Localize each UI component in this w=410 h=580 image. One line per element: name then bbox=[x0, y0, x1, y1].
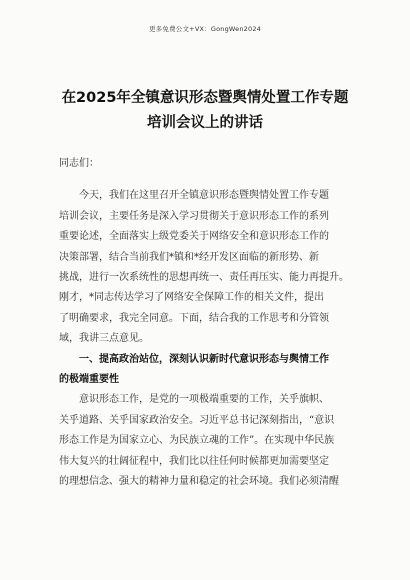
salutation: 同志们： bbox=[59, 158, 99, 169]
paragraph-line: 培训会议，主要任务是深入学习贯彻关于意识形态工作的系列 bbox=[59, 210, 329, 222]
heading-line: 的极端重要性 bbox=[59, 374, 119, 386]
paragraph-line: 域，我讲三点意见。 bbox=[59, 333, 149, 345]
paragraph-line: 伟大复兴的壮阔征程中，我们比以往任何时候都更加需要坚定 bbox=[59, 455, 329, 467]
paragraph-2 bbox=[59, 390, 359, 492]
document-title bbox=[30, 86, 380, 136]
title-line-2: 培训会议上的讲话 bbox=[147, 115, 263, 131]
paragraph-line: 重要论述，全面落实上级党委关于网络安全和意识形态工作的 bbox=[59, 231, 329, 243]
paragraph-line: 今天，我们在这里召开全镇意识形态暨舆情处置工作专题 bbox=[79, 190, 329, 202]
paragraph-line: 决策部署，结合当前我们*镇和*经开发区面临的新形势、新 bbox=[59, 251, 319, 263]
paragraph-1 bbox=[59, 186, 359, 349]
paragraph-line: 意识形态工作，是党的一项极端重要的工作，关乎旗帜、 bbox=[79, 394, 329, 406]
header-note: 更多免费公文+VX：GongWen2024 bbox=[148, 25, 261, 33]
paragraph-line: 的理想信念、强大的精神力量和稳定的社会环境。我们必须清醒 bbox=[59, 476, 339, 488]
paragraph-line: 挑战，进行一次系统性的思想再统一、责任再压实、能力再提升。 bbox=[59, 272, 349, 284]
paragraph-line: 形态工作是为国家立心、为民族立魂的工作”。在实现中华民族 bbox=[59, 435, 335, 447]
title-line-1: 在2025年全镇意识形态暨舆情处置工作专题 bbox=[61, 90, 349, 106]
paragraph-line: 了明确要求，我完全同意。下面，结合我的工作思考和分管领 bbox=[59, 312, 329, 324]
section-heading-1 bbox=[59, 350, 359, 391]
paragraph-line: 关乎道路、关乎国家政治安全。习近平总书记深刻指出，“意识 bbox=[59, 414, 335, 426]
heading-line: 一、提高政治站位，深刻认识新时代意识形态与舆情工作 bbox=[79, 353, 329, 365]
document-body bbox=[59, 154, 359, 493]
paragraph-line: 刚才，*同志传达学习了网络安全保障工作的相关文件，提出 bbox=[59, 292, 324, 304]
